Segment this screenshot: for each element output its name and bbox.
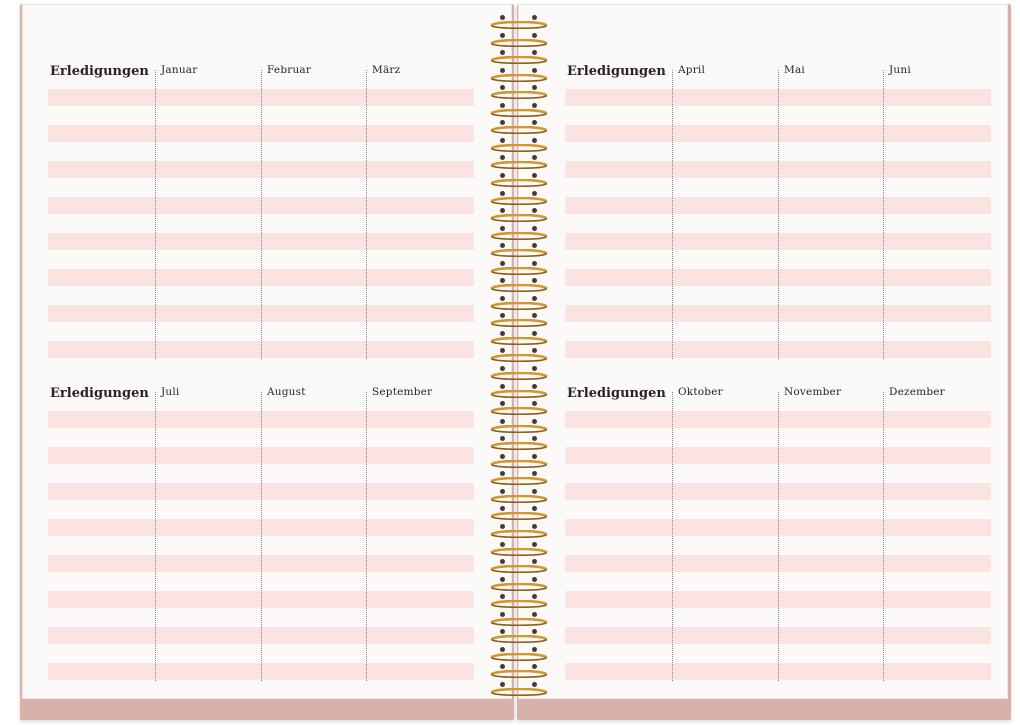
punch-hole [532, 331, 537, 336]
spiral-ring [488, 49, 550, 57]
punch-hole [500, 489, 505, 494]
punch-hole [500, 366, 505, 371]
section-q2 [565, 64, 991, 360]
spiral-ring [488, 470, 550, 478]
punch-hole [532, 577, 537, 582]
punch-hole [500, 261, 505, 266]
punch-hole [500, 647, 505, 652]
month-label-november: November [784, 386, 842, 398]
punch-hole [500, 419, 505, 424]
spiral-ring [488, 172, 550, 180]
spiral-ring [488, 593, 550, 601]
spiral-ring [488, 628, 550, 636]
punch-hole [532, 612, 537, 617]
punch-hole [500, 682, 505, 687]
punch-hole [500, 331, 505, 336]
section-q1 [48, 64, 474, 360]
month-label-january: Januar [161, 64, 198, 76]
month-label-december: Dezember [889, 386, 945, 398]
punch-hole [532, 68, 537, 73]
punch-hole [532, 489, 537, 494]
punch-hole [532, 366, 537, 371]
spiral-ring [488, 365, 550, 373]
punch-hole [500, 191, 505, 196]
spiral-ring [488, 260, 550, 268]
spiral-ring [488, 330, 550, 338]
punch-hole [532, 191, 537, 196]
spiral-ring [488, 663, 550, 671]
spiral-ring [488, 207, 550, 215]
spiral-ring [488, 102, 550, 110]
month-label-march: März [372, 64, 401, 76]
month-label-april: April [678, 64, 706, 76]
column-divider [155, 70, 156, 359]
spiral-ring [488, 137, 550, 145]
section-heading: Erledigungen [567, 386, 666, 401]
spiral-ring [488, 435, 550, 443]
punch-hole [500, 454, 505, 459]
spiral-ring [488, 400, 550, 408]
column-divider [261, 392, 262, 681]
column-divider [366, 70, 367, 359]
punch-hole [532, 103, 537, 108]
spiral-ring [488, 84, 550, 92]
spiral-ring [488, 119, 550, 127]
spiral-ring [488, 576, 550, 584]
spiral-ring [488, 347, 550, 355]
column-divider [155, 392, 156, 681]
punch-hole [532, 33, 537, 38]
section-q4 [565, 386, 991, 682]
punch-hole [532, 138, 537, 143]
column-divider [672, 70, 673, 359]
column-divider [778, 70, 779, 359]
punch-hole [500, 15, 505, 20]
right-page [518, 4, 1008, 699]
spiral-ring [488, 67, 550, 75]
spiral-ring [488, 383, 550, 391]
punch-hole [532, 261, 537, 266]
spiral-ring [488, 190, 550, 198]
punch-hole [532, 542, 537, 547]
spiral-ring [488, 558, 550, 566]
spiral-ring [488, 295, 550, 303]
spiral-ring [488, 541, 550, 549]
punch-hole [500, 68, 505, 73]
punch-hole [500, 577, 505, 582]
punch-hole [532, 173, 537, 178]
left-page [22, 4, 512, 699]
spiral-ring [488, 225, 550, 233]
spiral-ring [488, 32, 550, 40]
column-divider [778, 392, 779, 681]
spiral-ring [488, 312, 550, 320]
month-label-july: Juli [161, 386, 180, 398]
spiral-ring [488, 488, 550, 496]
month-label-february: Februar [267, 64, 312, 76]
month-label-august: August [267, 386, 306, 398]
spiral-ring [488, 505, 550, 513]
spiral-ring [488, 242, 550, 250]
spiral-ring [488, 418, 550, 426]
spiral-ring [488, 277, 550, 285]
column-divider [672, 392, 673, 681]
punch-hole [500, 612, 505, 617]
punch-hole [532, 524, 537, 529]
month-label-october: Oktober [678, 386, 723, 398]
punch-hole [500, 33, 505, 38]
punch-hole [500, 542, 505, 547]
section-heading: Erledigungen [50, 64, 149, 79]
punch-hole [500, 138, 505, 143]
punch-hole [500, 384, 505, 389]
punch-hole [500, 173, 505, 178]
spiral-ring [488, 646, 550, 654]
spiral-ring [488, 681, 550, 689]
punch-hole [532, 682, 537, 687]
month-label-september: September [372, 386, 433, 398]
section-heading: Erledigungen [567, 64, 666, 79]
section-q3 [48, 386, 474, 682]
punch-hole [532, 226, 537, 231]
column-divider [883, 70, 884, 359]
column-divider [261, 70, 262, 359]
spiral-ring [488, 14, 550, 22]
column-divider [366, 392, 367, 681]
punch-hole [500, 524, 505, 529]
spiral-ring [488, 523, 550, 531]
column-divider [883, 392, 884, 681]
punch-hole [532, 15, 537, 20]
section-heading: Erledigungen [50, 386, 149, 401]
spiral-ring [488, 154, 550, 162]
punch-hole [500, 226, 505, 231]
punch-hole [532, 647, 537, 652]
spiral-ring [488, 611, 550, 619]
punch-hole [500, 103, 505, 108]
punch-hole [532, 384, 537, 389]
month-label-june: Juni [889, 64, 911, 76]
month-label-may: Mai [784, 64, 805, 76]
punch-hole [532, 419, 537, 424]
punch-hole [532, 296, 537, 301]
punch-hole [500, 296, 505, 301]
spiral-ring [488, 453, 550, 461]
punch-hole [532, 454, 537, 459]
